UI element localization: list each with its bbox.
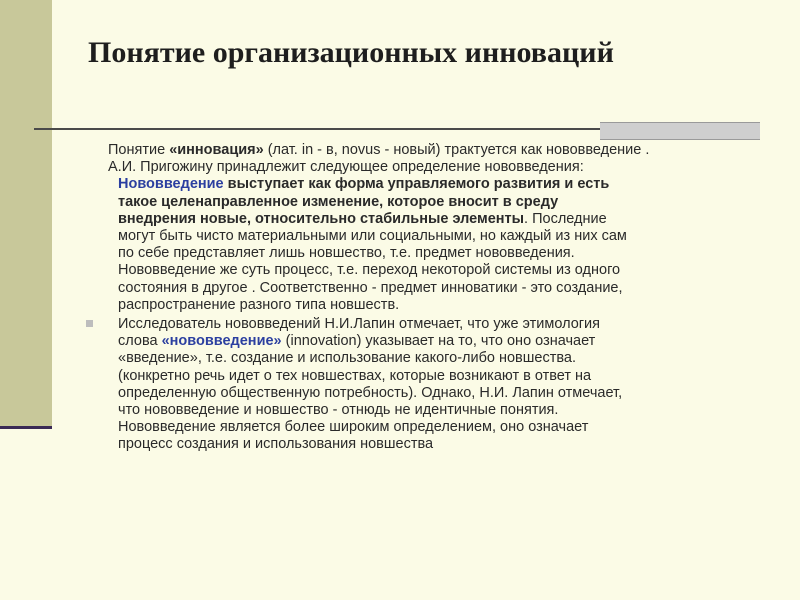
text-line bbox=[108, 211, 768, 228]
text-line: Нововведение же суть процесс, т.е. переход некоторой системы из одного bbox=[118, 262, 621, 279]
text-line: по себе представляет лишь новшество, т.е. предмет нововведения. bbox=[118, 245, 575, 262]
term-innovation: «инновация» bbox=[169, 142, 264, 158]
text-line: Нововведение является более широким определением, оно означает bbox=[118, 419, 589, 436]
text-span: внедрения новые, относительно стабильные элементы bbox=[118, 210, 525, 227]
text-line: определенную общественную потребность). Однако, Н.И. Лапин отмечает, bbox=[118, 384, 623, 401]
term-novovvedenie: Нововведение bbox=[118, 176, 224, 193]
term-novovvedenie: «нововведение» bbox=[161, 333, 282, 350]
text-line bbox=[108, 176, 768, 193]
slide-body bbox=[108, 142, 768, 454]
text-span: . Последние bbox=[524, 210, 607, 227]
text-span: слова bbox=[118, 333, 162, 350]
paragraph-definition bbox=[108, 142, 768, 314]
text-span: Понятие bbox=[108, 142, 170, 158]
text-span: (innovation) указывает на то, что оно означает bbox=[281, 333, 596, 350]
text-line: могут быть чисто материальными или социальными, но каждый из них сам bbox=[118, 228, 627, 245]
text-span: выступает как форма управляемого развития и есть bbox=[223, 176, 610, 193]
text-line: состояния в другое . Соответственно - предмет инноватики - это создание, bbox=[118, 279, 623, 296]
text-line: такое целенаправленное изменение, которое вносит в среду bbox=[118, 193, 559, 210]
text-span: (лат. in - в, novus - новый) трактуется как нововведение . bbox=[263, 142, 650, 158]
text-line: распространение разного типа новшеств. bbox=[118, 296, 400, 313]
text-line bbox=[108, 333, 768, 350]
text-line bbox=[108, 142, 768, 159]
text-line: процесс создания и использования новшества bbox=[118, 436, 434, 453]
left-decor-band bbox=[0, 0, 52, 428]
paragraph-lapin bbox=[108, 316, 768, 454]
divider-accent bbox=[600, 122, 760, 140]
left-decor-line bbox=[0, 426, 52, 429]
text-line: что нововведение и новшество - отнюдь не идентичные понятия. bbox=[118, 402, 559, 419]
bullet-square-icon bbox=[86, 320, 93, 327]
text-line: Исследователь нововведений Н.И.Лапин отмечает, что уже этимология bbox=[118, 316, 601, 333]
slide-title: Понятие организационных инноваций bbox=[88, 36, 614, 69]
text-line: (конкретно речь идет о тех новшествах, которые возникают в ответ на bbox=[118, 367, 592, 384]
text-line: «введение», т.е. создание и использование какого-либо новшества. bbox=[118, 350, 576, 367]
text-line: А.И. Пригожину принадлежит следующее определение нововведения: bbox=[108, 159, 584, 176]
